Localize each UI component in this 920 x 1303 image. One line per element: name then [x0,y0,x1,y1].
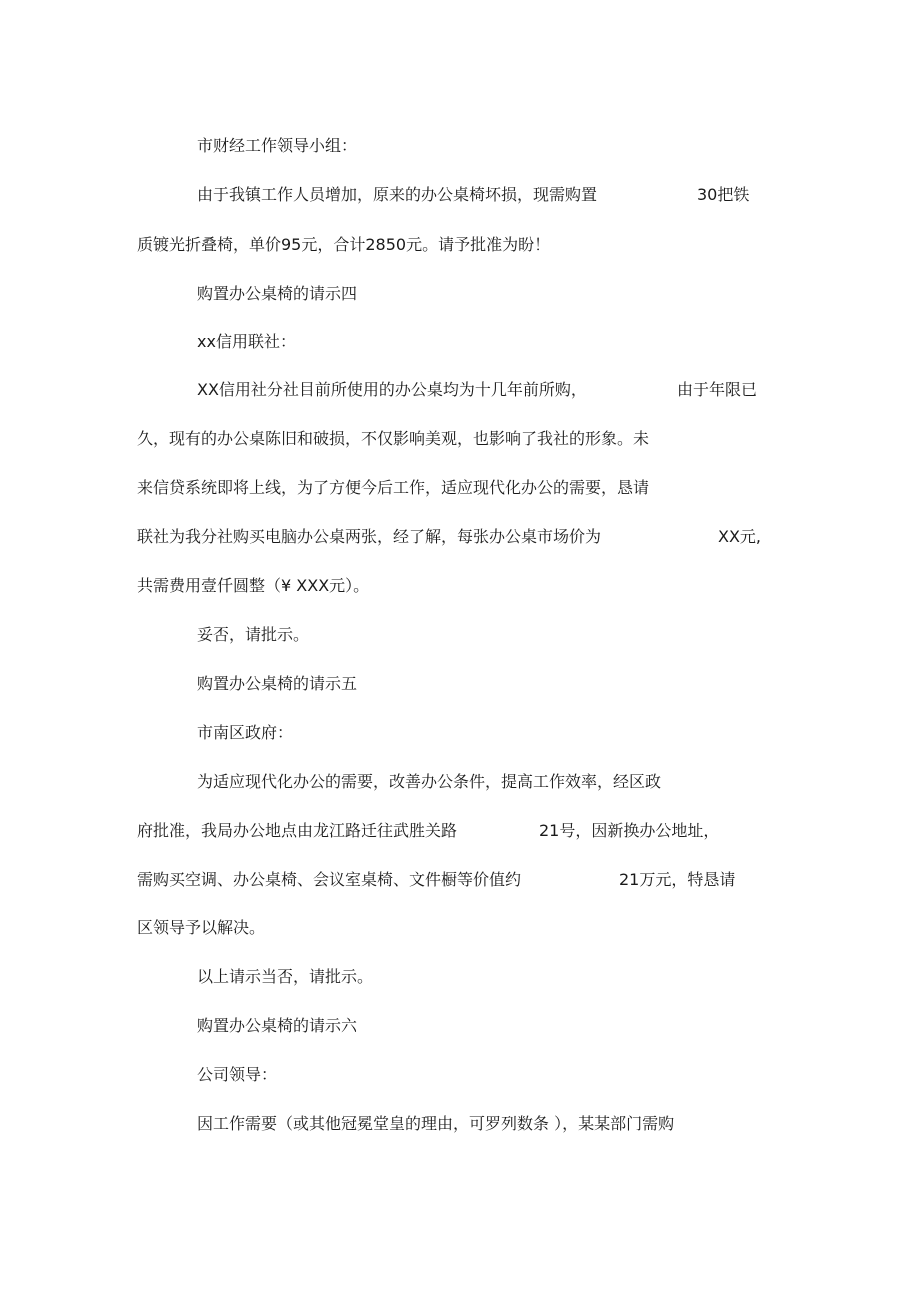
paragraph-line: 质镀光折叠椅，单价95元，合计2850元。请予批准为盼！ [137,235,551,254]
paragraph-line: 因工作需要（或其他冠冕堂皇的理由，可罗列数条 ），某某部门需购 [197,1114,675,1133]
salutation-district-gov: 市南区政府： [197,723,294,742]
text-segment: 21万元，特恳请 [619,870,736,889]
paragraph-line: 区领导予以解决。 [137,918,266,937]
text-segment: 21号，因新换办公地址， [539,821,720,840]
closing-line: 以上请示当否，请批示。 [197,967,374,986]
paragraph-line: 来信贷系统即将上线，为了方便今后工作，适应现代化办公的需要，恳请 [137,478,650,497]
paragraph-line: 共需费用壹仟圆整（¥ XXX元）。 [137,576,370,595]
paragraph-line: 为适应现代化办公的需要，改善办公条件，提高工作效率，经区政 [197,772,662,791]
text-segment: 30把铁 [697,185,750,204]
section-title-5: 购置办公桌椅的请示五 [197,674,358,693]
text-segment: XX信用社分社目前所使用的办公桌均为十几年前所购， [197,380,587,399]
text-segment: 联社为我分社购买电脑办公桌两张，经了解，每张办公桌市场价为 [137,527,602,546]
salutation-credit-union: xx信用联社： [197,332,296,351]
text-segment: XX元, [718,527,762,546]
salutation-finance-group: 市财经工作领导小组： [197,136,358,155]
closing-line: 妥否，请批示。 [197,625,310,644]
section-title-6: 购置办公桌椅的请示六 [197,1016,358,1035]
section-title-4: 购置办公桌椅的请示四 [197,284,358,303]
paragraph-line: 久，现有的办公桌陈旧和破损，不仅影响美观，也影响了我社的形象。未 [137,429,650,448]
salutation-company-leader: 公司领导： [197,1065,278,1084]
text-segment: 需购买空调、办公桌椅、会议室桌椅、文件橱等价值约 [137,870,522,889]
text-segment: 由于我镇工作人员增加，原来的办公桌椅坏损，现需购置 [197,185,598,204]
text-segment: 府批准，我局办公地点由龙江路迁往武胜关路 [137,821,458,840]
text-segment: 由于年限已 [677,380,758,399]
